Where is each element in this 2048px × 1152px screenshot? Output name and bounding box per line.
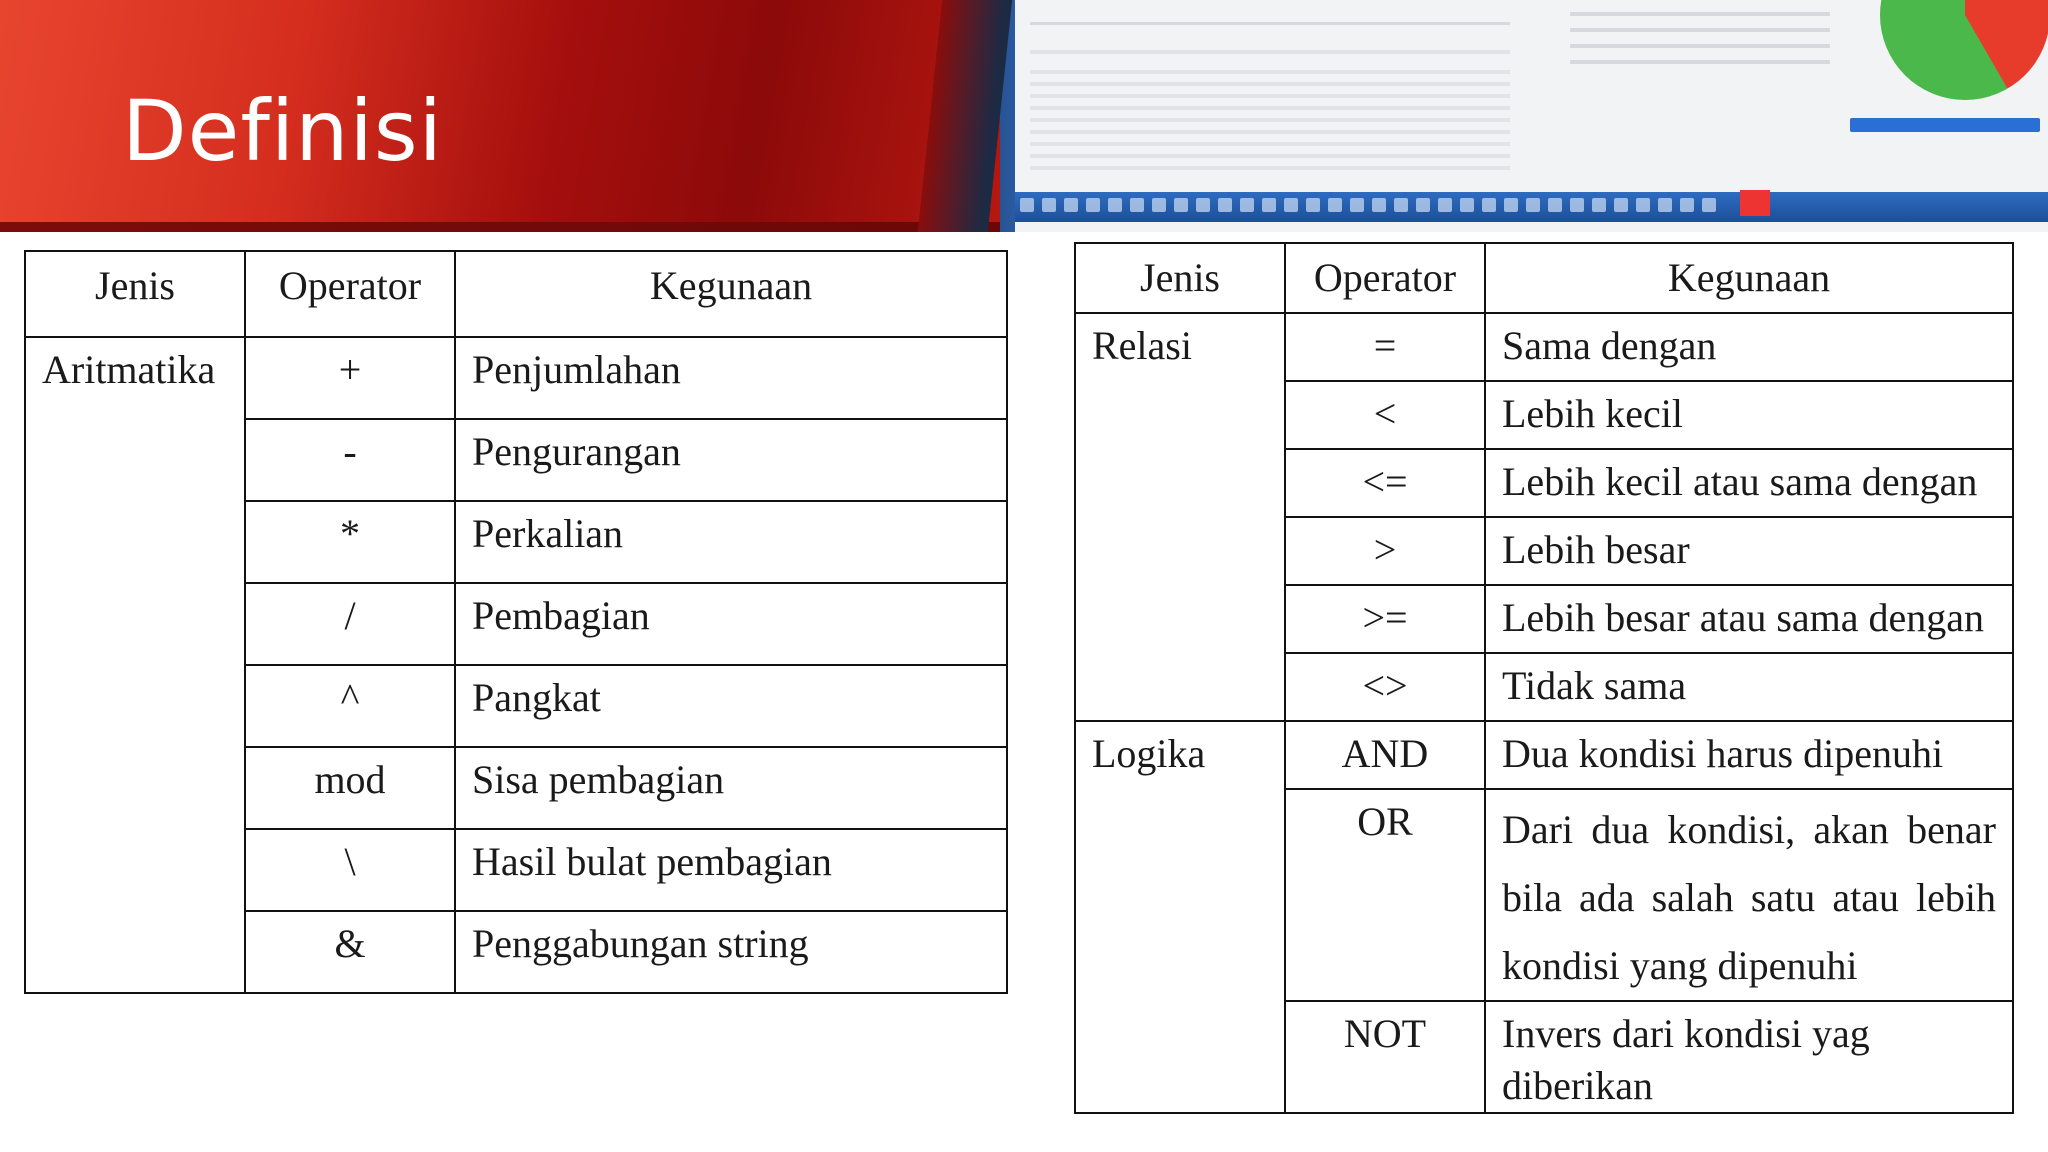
kegunaan-cell: Dua kondisi harus dipenuhi [1485, 721, 2013, 789]
operator-cell: mod [245, 747, 455, 829]
banner-photo-app-icon [1740, 190, 1770, 216]
group-relasi: Relasi [1075, 313, 1285, 721]
arithmetic-operator-table [24, 250, 1008, 994]
kegunaan-cell: Pangkat [455, 665, 1007, 747]
kegunaan-cell: Perkalian [455, 501, 1007, 583]
operator-cell: + [245, 337, 455, 419]
header-jenis: Jenis [1075, 243, 1285, 313]
header-kegunaan: Kegunaan [1485, 243, 2013, 313]
kegunaan-cell: Lebih besar atau sama dengan [1485, 585, 2013, 653]
operator-cell: AND [1285, 721, 1485, 789]
kegunaan-cell: Tidak sama [1485, 653, 2013, 721]
slide-title: Definisi [122, 82, 443, 180]
operator-cell: <> [1285, 653, 1485, 721]
operator-cell: ^ [245, 665, 455, 747]
operator-cell: OR [1285, 789, 1485, 1001]
operator-cell: > [1285, 517, 1485, 585]
kegunaan-cell: Penjumlahan [455, 337, 1007, 419]
header-operator: Operator [245, 251, 455, 337]
operator-cell: <= [1285, 449, 1485, 517]
table-header-row [1075, 243, 2013, 313]
kegunaan-cell: Sama dengan [1485, 313, 2013, 381]
operator-cell: \ [245, 829, 455, 911]
operator-cell: >= [1285, 585, 1485, 653]
kegunaan-cell: Hasil bulat pembagian [455, 829, 1007, 911]
header-jenis: Jenis [25, 251, 245, 337]
kegunaan-cell: Lebih besar [1485, 517, 2013, 585]
operator-cell: * [245, 501, 455, 583]
table-row [25, 337, 1007, 419]
operator-cell: = [1285, 313, 1485, 381]
kegunaan-cell: Lebih kecil [1485, 381, 2013, 449]
banner-photo-table [1030, 20, 1530, 190]
kegunaan-cell: Lebih kecil atau sama dengan [1485, 449, 2013, 517]
operator-cell: NOT [1285, 1001, 1485, 1113]
table-row [1075, 721, 2013, 789]
header-operator: Operator [1285, 243, 1485, 313]
header-kegunaan: Kegunaan [455, 251, 1007, 337]
group-logika: Logika [1075, 721, 1285, 1113]
operator-cell: / [245, 583, 455, 665]
operator-cell: < [1285, 381, 1485, 449]
banner-photo-taskbar [1000, 192, 2048, 222]
banner-photo-summary [1570, 0, 1830, 80]
group-aritmatika: Aritmatika [25, 337, 245, 993]
operator-cell: & [245, 911, 455, 993]
table-row [1075, 313, 2013, 381]
kegunaan-cell: Sisa pembagian [455, 747, 1007, 829]
relational-logical-operator-table [1074, 242, 2014, 1114]
kegunaan-cell: Dari dua kondisi, akan benar bila ada salah satu atau lebih kondisi yang dipenuhi [1485, 789, 2013, 1001]
table-header-row [25, 251, 1007, 337]
kegunaan-cell: Pembagian [455, 583, 1007, 665]
kegunaan-cell: Penggabungan string [455, 911, 1007, 993]
kegunaan-cell: Invers dari kondisi yag diberikan [1485, 1001, 2013, 1113]
kegunaan-cell: Pengurangan [455, 419, 1007, 501]
banner-photo-button [1850, 118, 2040, 132]
operator-cell: - [245, 419, 455, 501]
